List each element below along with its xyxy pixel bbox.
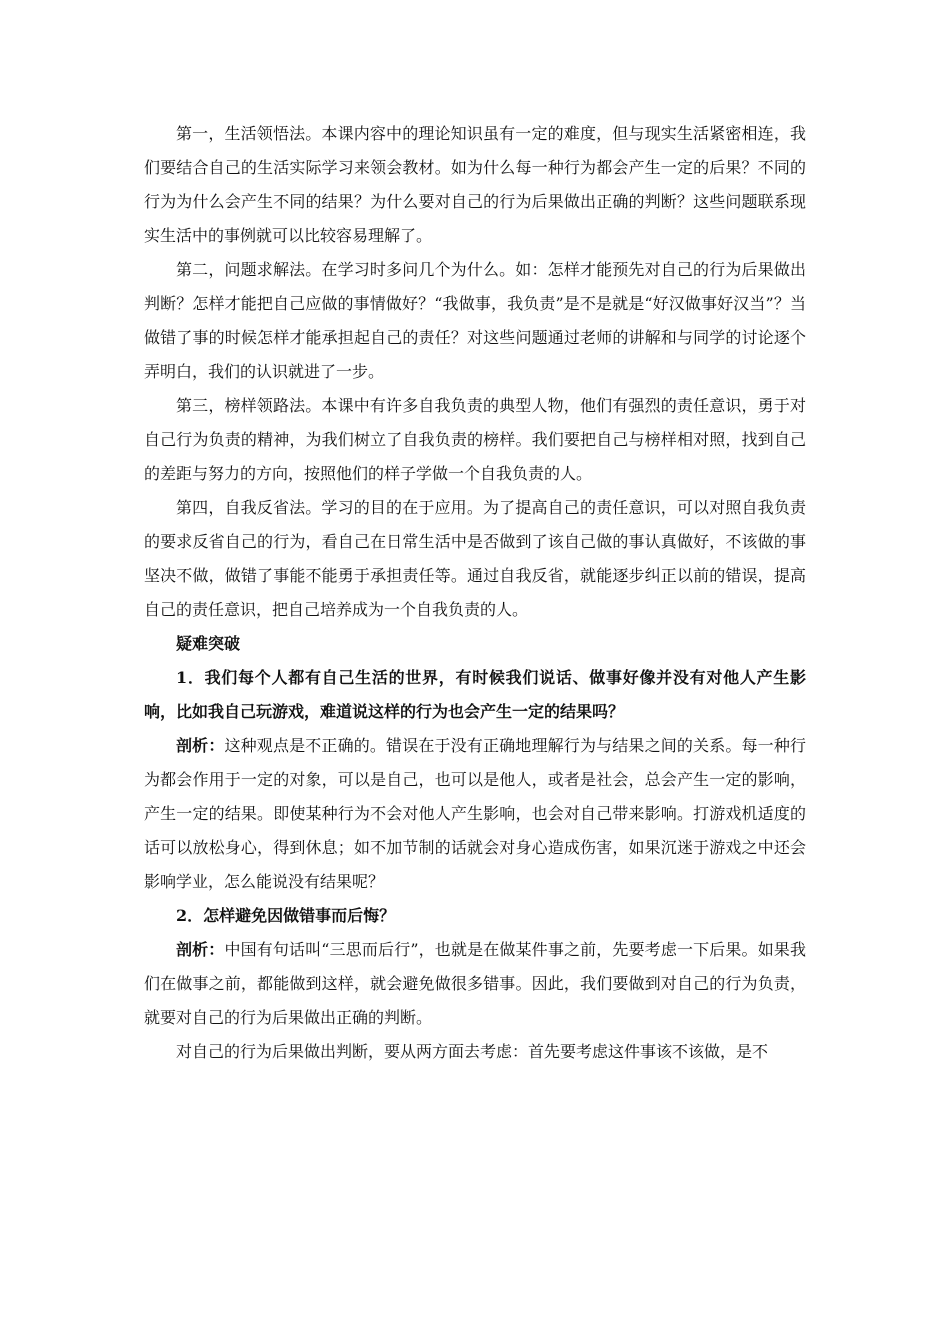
- answer-1-label: 剖析：: [176, 736, 225, 755]
- answer-2: [144, 933, 806, 1035]
- paragraph-role-model-method: 第三，榜样领路法。本课中有许多自我负责的典型人物，他们有强烈的责任意识，勇于对自己行为负责的精神，为我们树立了自我负责的榜样。我们要把自己与榜样相对照，找到自己的差距与努力的方向，按照他们的样子学做一个自我负责的人。: [144, 396, 806, 483]
- answer-2-label: 剖析：: [176, 940, 225, 959]
- question-1: 1．我们每个人都有自己生活的世界，有时候我们说话、做事好像并没有对他人产生影响，比如我自己玩游戏，难道说这样的行为也会产生一定的结果吗？: [144, 668, 806, 721]
- paragraph-life-method: 第一，生活领悟法。本课内容中的理论知识虽有一定的难度，但与现实生活紧密相连，我们要结合自己的生活实际学习来领会教材。如为什么每一种行为都会产生一定的后果？不同的行为为什么会产生不同的结果？为什么要对自己的行为后果做出正确的判断？这些问题联系现实生活中的事例就可以比较容易理解了。: [144, 124, 806, 245]
- section-heading: 疑难突破: [176, 634, 241, 653]
- document-page: [144, 117, 806, 1069]
- paragraph-last: 对自己的行为后果做出判断，要从两方面去考虑：首先要考虑这件事该不该做，是不: [176, 1042, 769, 1061]
- answer-1: [144, 729, 806, 899]
- answer-2-text: 中国有句话叫“三思而后行”，也就是在做某件事之前，先要考虑一下后果。如果我们在做事之前，都能做到这样，就会避免做很多错事。因此，我们要做到对自己的行为负责，就要对自己的行为后果做出正确的判断。: [144, 940, 806, 1027]
- question-2: 2．怎样避免因做错事而后悔？: [176, 906, 396, 925]
- paragraph-question-method: 第二，问题求解法。在学习时多问几个为什么。如：怎样才能预先对自己的行为后果做出判断？怎样才能把自己应做的事情做好？“我做事，我负责”是不是就是“好汉做事好汉当”？当做错了事的时候怎样才能承担起自己的责任？对这些问题通过老师的讲解和与同学的讨论逐个弄明白，我们的认识就进了一步。: [144, 260, 806, 381]
- answer-1-text: 这种观点是不正确的。错误在于没有正确地理解行为与结果之间的关系。每一种行为都会作用于一定的对象，可以是自己，也可以是他人，或者是社会，总会产生一定的影响，产生一定的结果。即使某种行为不会对他人产生影响，也会对自己带来影响。打游戏机适度的话可以放松身心，得到休息；如不加节制的话就会对身心造成伤害，如果沉迷于游戏之中还会影响学业，怎么能说没有结果呢？: [144, 736, 806, 891]
- paragraph-self-reflection-method: 第四，自我反省法。学习的目的在于应用。为了提高自己的责任意识，可以对照自我负责的要求反省自己的行为，看自己在日常生活中是否做到了该自己做的事认真做好，不该做的事坚决不做，做错了事能不能勇于承担责任等。通过自我反省，就能逐步纠正以前的错误，提高自己的责任意识，把自己培养成为一个自我负责的人。: [144, 498, 806, 619]
